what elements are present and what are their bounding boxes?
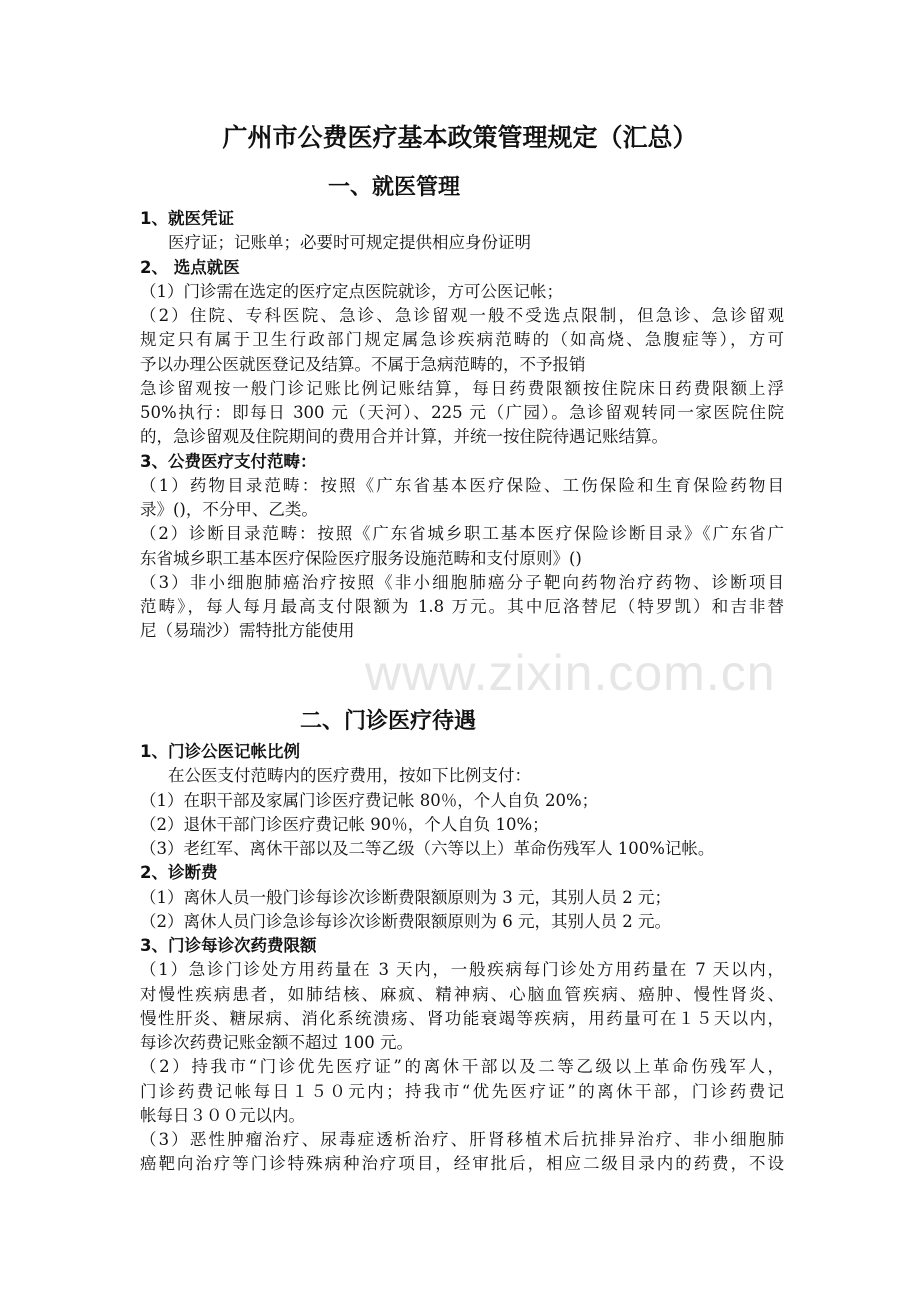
paragraph-line: 予以办理公医就医登记及结算。不属于急病范畴的，不予报销 bbox=[140, 354, 586, 374]
paragraph-line: 尼（易瑞沙）需特批方能使用 bbox=[140, 621, 355, 641]
section-heading-medical-management: 一、就医管理 bbox=[328, 175, 461, 200]
paragraph-line: 对慢性疾病患者，如肺结核、麻疯、精神病、心脑血管疾病、癌肿、慢性肾炎、 bbox=[140, 984, 784, 1004]
paragraph-line: （3）老红军、离休干部以及二等乙级（六等以上）革命伤残军人 100%记帐。 bbox=[140, 839, 715, 858]
paragraph-line: 慢性肝炎、糖尿病、消化系统溃疡、肾功能衰竭等疾病，用药量可在１５天以内， bbox=[140, 1008, 784, 1028]
section-heading-outpatient-benefits: 二、门诊医疗待遇 bbox=[300, 709, 477, 734]
paragraph-line: 的，急诊留观及住院期间的费用合并计算，并统一按住院待遇记账结算。 bbox=[140, 427, 668, 447]
paragraph-line: （1）急诊门诊处方用药量在 3 天内，一般疾病每门诊处方用药量在 7 天以内， bbox=[140, 960, 784, 980]
paragraph-line: （1）药物目录范畴：按照《广东省基本医疗保险、工伤保险和生育保险药物目 bbox=[140, 475, 784, 495]
section-outpatient-benefits bbox=[140, 740, 784, 1177]
paragraph-line: 50%执行：即每日 300 元（天河）、225 元（广园）。急诊留观转同一家医院住院 bbox=[140, 403, 784, 422]
paragraph-line: 急诊留观按一般门诊记账比例记账结算，每日药费限额按住院床日药费限额上浮 bbox=[140, 378, 784, 398]
document-title: 广州市公费医疗基本政策管理规定（汇总） bbox=[222, 123, 698, 152]
subheading: 1、门诊公医记帐比例 bbox=[140, 742, 300, 761]
paragraph-line: （2）退休干部门诊医疗费记帐 90％，个人自负 10%； bbox=[140, 814, 549, 834]
subheading: 2、 选点就医 bbox=[140, 257, 240, 277]
subheading: 3、门诊每诊次药费限额 bbox=[140, 936, 317, 955]
paragraph-line: 每诊次药费记账金额不超过 100 元。 bbox=[140, 1033, 413, 1052]
paragraph-line: （2）诊断目录范畴：按照《广东省城乡职工基本医疗保险诊断目录》《广东省广 bbox=[140, 524, 784, 544]
paragraph-line: （2）住院、专科医院、急诊、急诊留观一般不受选点限制，但急诊、急诊留观 bbox=[140, 306, 784, 325]
subheading: 1、就医凭证 bbox=[140, 209, 234, 228]
paragraph-line: 医疗证；记账单；必要时可规定提供相应身份证明 bbox=[168, 233, 531, 253]
paragraph-line: （2）离休人员门诊急诊每诊次诊断费限额原则为 6 元，其别人员 2 元。 bbox=[140, 911, 671, 931]
paragraph-line: （1）离休人员一般门诊每诊次诊断费限额原则为 3 元，其别人员 2 元； bbox=[140, 887, 671, 907]
paragraph-line: 门诊药费记帐每日１５０元内；持我市“优先医疗证”的离休干部，门诊药费记 bbox=[140, 1081, 784, 1101]
paragraph-line: （3）恶性肿瘤治疗、尿毒症透析治疗、肝肾移植术后抗排异治疗、非小细胞肺 bbox=[140, 1130, 784, 1149]
paragraph-line: 癌靶向治疗等门诊特殊病种治疗项目，经审批后，相应二级目录内的药费，不设 bbox=[140, 1154, 784, 1174]
paragraph-line: （3）非小细胞肺癌治疗按照《非小细胞肺癌分子靶向药物治疗药物、诊断项目 bbox=[140, 572, 784, 592]
paragraph-line: （1）在职干部及家属门诊医疗费记帐 80％，个人自负 20%； bbox=[140, 790, 599, 810]
paragraph-line: 帐每日３００元以内。 bbox=[140, 1105, 305, 1125]
paragraph-line: （1）门诊需在选定的医疗定点医院就诊，方可公医记帐； bbox=[140, 281, 563, 301]
watermark: www.zixin.com.cn bbox=[365, 645, 776, 701]
section-medical-management bbox=[140, 207, 784, 644]
paragraph-line: 范畴》，每人每月最高支付限额为 1.8 万元。其中厄洛替尼（特罗凯）和吉非替 bbox=[140, 597, 784, 616]
paragraph-line: 在公医支付范畴内的医疗费用，按如下比例支付： bbox=[168, 766, 531, 786]
paragraph-line: 录》()，不分甲、乙类。 bbox=[140, 500, 318, 519]
subheading: 2、诊断费 bbox=[140, 863, 218, 883]
subheading: 3、公费医疗支付范畴： bbox=[140, 451, 317, 471]
paragraph-line: （2）持我市“门诊优先医疗证”的离休干部以及二等乙级以上革命伤残军人， bbox=[140, 1057, 784, 1077]
paragraph-line: 规定只有属于卫生行政部门规定属急诊疾病范畴的（如高烧、急腹症等），方可 bbox=[140, 330, 784, 350]
paragraph-line: 东省城乡职工基本医疗保险医疗服务设施范畴和支付原则》() bbox=[140, 548, 582, 568]
